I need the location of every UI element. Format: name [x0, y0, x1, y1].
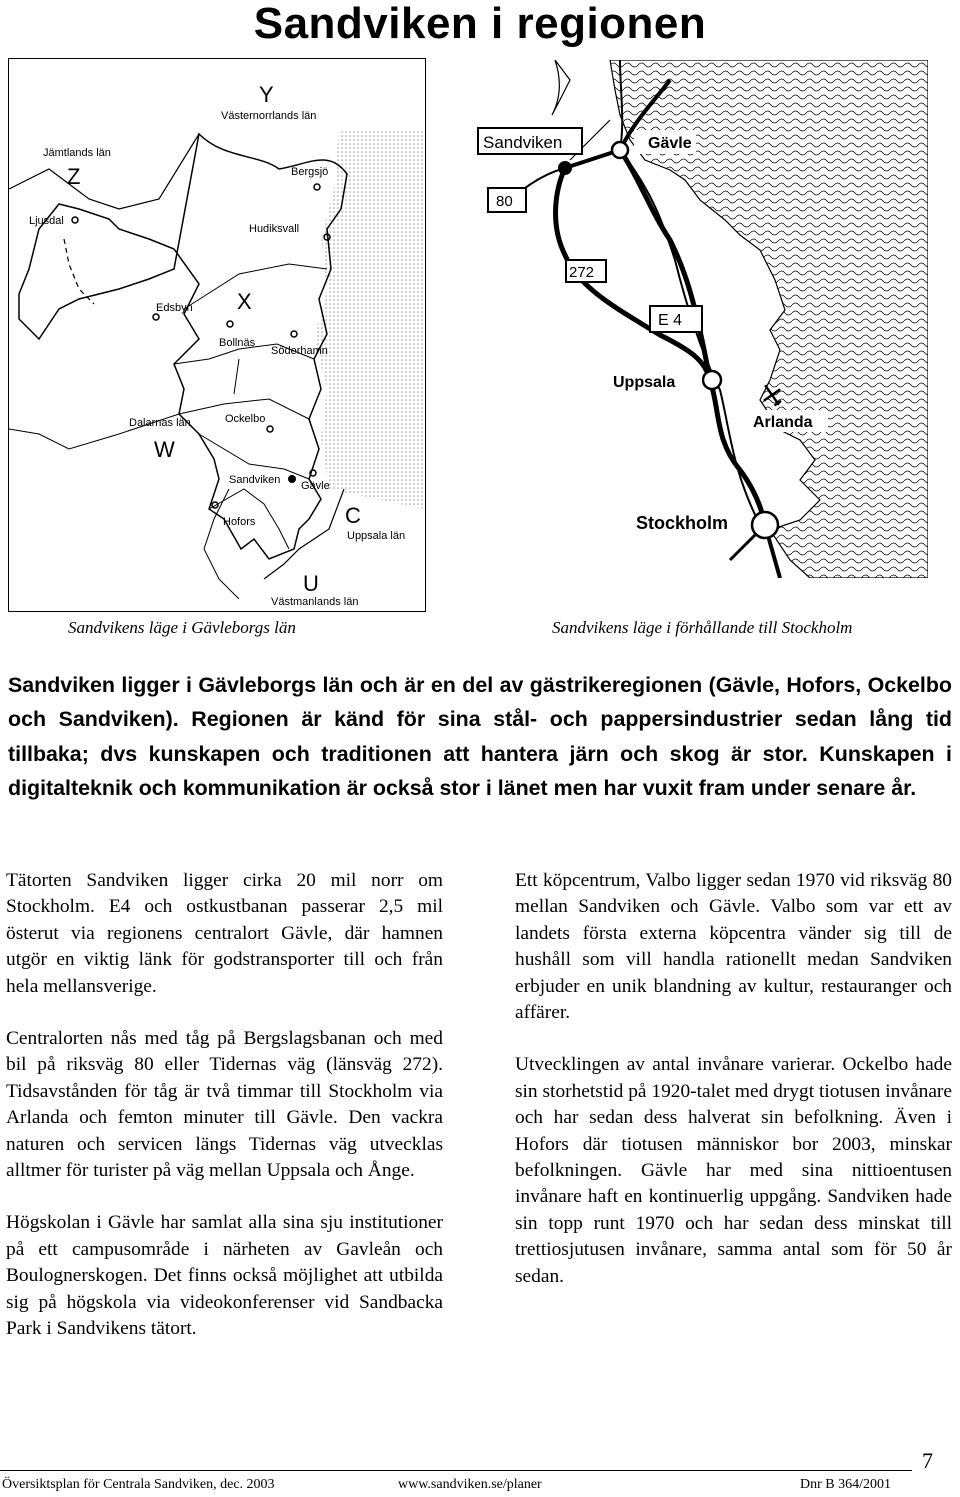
arlanda-label: Arlanda: [753, 414, 813, 431]
map-left-caption: Sandvikens läge i Gävleborgs län: [68, 618, 296, 637]
sandviken-dot: [288, 475, 296, 483]
jamtland-label: Jämtlands län: [43, 147, 111, 159]
county-letter-c: C: [345, 503, 361, 528]
bergsjo-dot: [314, 184, 320, 190]
southern-border: [264, 489, 344, 579]
bollnas-label: Bollnäs: [219, 337, 256, 349]
sandviken-marker: [558, 161, 572, 175]
gavle-label: Gävle: [648, 135, 692, 152]
uppsala-marker: [703, 371, 721, 389]
county-letter-z: Z: [67, 164, 81, 189]
vastmanland-label: Västmanlands län: [271, 596, 359, 608]
stockholm-label: Stockholm: [636, 513, 729, 533]
western-border: [204, 489, 239, 599]
ljusdal-label: Ljusdal: [29, 215, 64, 227]
municipality-border: [184, 264, 327, 309]
map-right-caption: Sandvikens läge i förhållande till Stockholm: [552, 618, 853, 637]
body-paragraph: Tätorten Sandviken ligger cirka 20 mil norr om Stockholm. E4 och ostkustbanan passerar 2,5 mil österut via regionens centralort Gävle, där hamnen utgör en viktig länk för godstransporter till och från hela mellansverige.: [6, 870, 443, 997]
county-letter-u: U: [303, 571, 319, 596]
uppsala-lan-label: Uppsala län: [347, 530, 406, 542]
ockelbo-label: Ockelbo: [225, 413, 266, 425]
stockholm-marker: [752, 512, 778, 538]
footer-link[interactable]: www.sandviken.se/planer: [398, 1477, 542, 1492]
county-letter-x: X: [237, 289, 252, 314]
municipality-border: [199, 434, 309, 479]
lead-paragraph: Sandviken ligger i Gävleborgs län och är en del av gästrikeregionen (Gävle, Hofors, Ockelbo och Sandviken). Regionen är känd för sina stål- och pappersindustrier sedan lång tid tillbaka; dvs kunskapen och traditionen att hantera järn och skog är stor. Kunskapen i digitalteknik och kommunikation är också stor i länet men har vuxit fram under senare år.: [8, 673, 952, 800]
gavle-marker: [612, 142, 628, 158]
ljusdal-dot: [72, 217, 78, 223]
municipality-border: [234, 359, 239, 394]
gavleborg-county-map: [8, 58, 426, 612]
county-dashed-border: [64, 239, 94, 304]
body-paragraph: Högskolan i Gävle har samlat alla sina sju institutioner på ett campusområde i närheten av Gavleån och Boulognerskogen. Det finns också möjlighet att utbilda sig på högskola via videokonferenser vid Sandbacka Park i Sandvikens tätort.: [6, 1212, 443, 1340]
edsbyn-label: Edsbyn: [156, 302, 193, 314]
body-paragraph: Centralorten nås med tåg på Bergslagsbanan och med bil på riksväg 80 eller Tidernas väg (länsväg 272). Tidsavstånden för tåg är två timmar till Stockholm via Arlanda och femton minuter till Gävle. Den vackra naturen och servicen längs Tidernas väg utvecklas alltmer för turister på väg mellan Uppsala och Ånge.: [6, 1028, 443, 1182]
footer-left: Översiktsplan för Centrala Sandviken, dec. 2003: [2, 1477, 275, 1492]
lake: [552, 60, 570, 115]
sea-area: [314, 129, 424, 509]
left-column: [6, 868, 443, 1369]
body-paragraph: Ett köpcentrum, Valbo ligger sedan 1970 vid riksväg 80 mellan Sandviken och Gävle. Valbo som var ett av landets första externa köpcentra vänder sig till de hushåll som vill handla rationellt medan Sandviken erbjuder en unik blandning av kultur, restauranger och affärer.: [515, 870, 952, 1024]
ockelbo-dot: [267, 426, 273, 432]
vasternorrland-label: Västernorrlands län: [221, 110, 317, 122]
dalarna-label: Dalarnas län: [129, 417, 191, 429]
stockholm-relation-map: [470, 60, 928, 578]
page-title: Sandviken i regionen: [253, 0, 707, 48]
edsbyn-dot: [153, 314, 159, 320]
northern-border: [9, 134, 199, 209]
hofors-label: Hofors: [223, 516, 256, 528]
road80-label: 80: [496, 193, 513, 210]
county-letter-y: Y: [259, 82, 274, 107]
bergsjo-label: Bergsjö: [291, 166, 329, 178]
bollnas-dot: [227, 321, 233, 327]
sandviken-label: Sandviken: [483, 133, 563, 152]
e4-label: E 4: [658, 312, 683, 329]
gavle-label: Gävle: [301, 480, 330, 492]
road272-label: 272: [569, 264, 595, 281]
right-column: [515, 868, 952, 1316]
page-number: 7: [922, 1448, 933, 1473]
sandviken-label: Sandviken: [229, 474, 281, 486]
soderhamn-label: Söderhamn: [271, 345, 328, 357]
uppsala-label: Uppsala: [613, 374, 676, 391]
county-letter-w: W: [154, 437, 175, 462]
hudiksvall-label: Hudiksvall: [249, 223, 300, 235]
footer-reference: Dnr B 364/2001: [800, 1477, 891, 1492]
footer-rule: [0, 1470, 912, 1471]
body-paragraph: Utvecklingen av antal invånare varierar. Ockelbo hade sin storhetstid på 1920-talet med drygt tiotusen invånare och har sedan dess halverat sin befolkning. Även i Hofors där tiotusen människor bor 2003, minskar befolkningen. Gävle har med sina nittioentusen invånare haft en kontinuerlig uppgång. Sandviken hade sin topp runt 1970 och har sedan dess minskat till trettiosjutusen invånare, samma antal som för 50 år sedan.: [515, 1054, 952, 1287]
soderhamn-dot: [291, 331, 297, 337]
